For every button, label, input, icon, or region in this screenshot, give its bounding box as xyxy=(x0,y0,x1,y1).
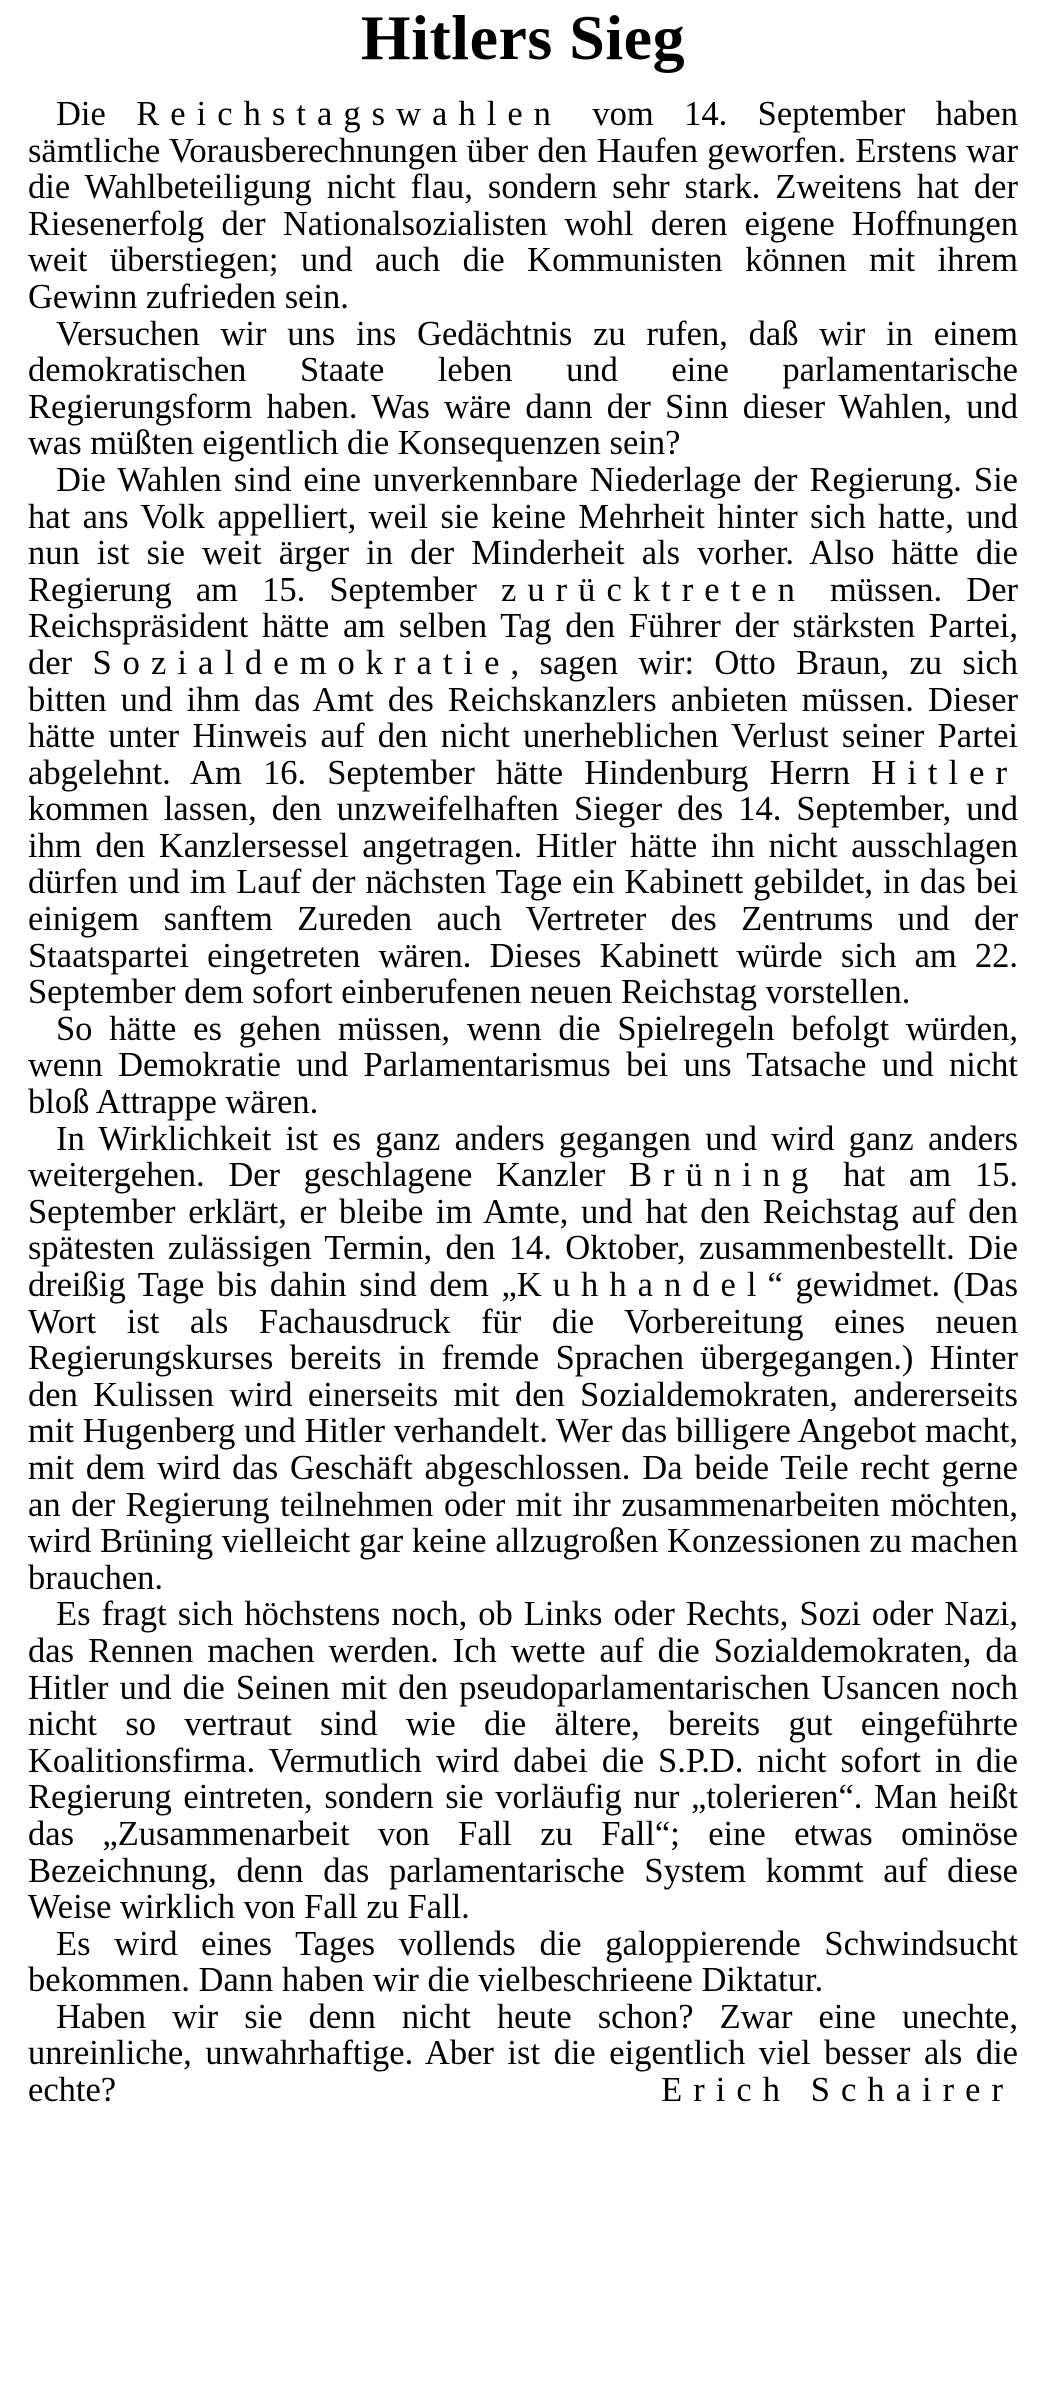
article-paragraph xyxy=(28,1596,1018,1925)
emphasized-text: Kuhhandel xyxy=(516,1266,768,1304)
paragraph-text: Es wird eines Tages vollends die galoppierende Schwindsucht bekommen. Dann haben wir die vielbeschrieene Diktatur. xyxy=(28,1924,1018,2000)
article-paragraph xyxy=(28,1121,1018,1597)
emphasized-text: Reichstagswahlen xyxy=(136,95,562,133)
paragraph-text: Die xyxy=(56,95,137,133)
paragraph-text: “ gewidmet. (Das Wort ist als Fachausdruck für die Vorbereitung eines neuen Regierungskurses bereits in fremde Sprachen übergegangen.) Hinter den Kulissen wird einerseits mit den Sozialdemokraten, andererseits mit Hugenberg und Hitler verhandelt. Wer das billigere Angebot macht, mit dem wird das Geschäft abgeschlossen. Da beide Teile recht gerne an der Regierung teilnehmen oder mit ihr zusammenarbeiten möchten, wird Brüning vielleicht gar keine allzugroßen Konzessionen zu machen brauchen. xyxy=(28,1266,1018,1597)
author-signature: Erich Schairer xyxy=(661,2071,1014,2110)
article-paragraph xyxy=(28,316,1018,462)
paragraph-text: Haben wir sie denn nicht heute schon? Zwar eine unechte, unreinliche, unwahrhaftige. Aber ist die eigentlich viel besser als die echte? xyxy=(28,1997,1018,2110)
paragraph-text: hat am 15. September erklärt, er bleibe im Amte, und hat den Reichstag auf den spätesten zulässigen Termin, den 14. Oktober, zusammenbestellt. Die dreißig Tage bis dahin sind dem „ xyxy=(28,1156,1019,1304)
article-paragraph xyxy=(28,96,1018,316)
article-paragraph xyxy=(28,1926,1018,1999)
emphasized-text: Brüning xyxy=(629,1156,820,1195)
emphasized-text: Hitler xyxy=(871,753,1018,792)
article-paragraph xyxy=(28,462,1018,1011)
paragraph-text: Versuchen wir uns ins Gedächtnis zu rufen, daß wir in einem demokratischen Staate leben und eine parlamentarische Regierungsform haben. Was wäre dann der Sinn dieser Wahlen, und was müßten eigentlich die Konsequenzen sein? xyxy=(28,314,1018,463)
paragraph-text: vom 14. September haben sämtliche Vorausberechnungen über den Haufen geworfen. Erstens war die Wahlbeteiligung nicht flau, sondern sehr stark. Zweitens hat der Riesenerfolg der Nationalsozialisten wohl deren eigene Hoffnungen weit überstiegen; und auch die Kommunisten können mit ihrem Gewinn zufrieden sein. xyxy=(28,95,1018,316)
paragraph-text: müssen. Der Reichspräsident hätte am selben Tag den Führer der stärksten Partei, der xyxy=(28,570,1018,682)
document-page xyxy=(28,0,1018,2109)
article-title: Hitlers Sieg xyxy=(360,2,686,73)
emphasized-text: zurücktreten xyxy=(501,570,806,609)
paragraph-text: Es fragt sich höchstens noch, ob Links oder Rechts, Sozi oder Nazi, das Rennen machen werden. Ich wette auf die Sozialdemokraten, da Hitler und die Seinen mit den pseudoparlamentarischen Usancen noch nicht so vertraut sind wie die ältere, bereits gut eingeführte Koalitionsfirma. Vermutlich wird dabei die S.P.D. nicht sofort in die Regierung eintreten, sondern sie vorläufig nur „tolerieren“. Man heißt das „Zusammenarbeit von Fall zu Fall“; eine etwas ominöse Bezeichnung, denn das parlamentarische System kommt auf diese Weise wirklich von Fall zu Fall. xyxy=(28,1595,1018,1927)
article-body xyxy=(28,96,1018,2109)
paragraph-text: kommen lassen, den unzweifelhaften Sieger des 14. September, und ihm den Kanzlersessel angetragen. Hitler hätte ihn nicht ausschlagen dürfen und im Lauf der nächsten Tage ein Kabinett gebildet, in das bei einigem sanftem Zureden auch Vertreter des Zentrums und der Staatspartei eingetreten wären. Dieses Kabinett würde sich am 22. September dem sofort einberufenen neuen Reichstag vorstellen. xyxy=(28,790,1018,1012)
paragraph-text: So hätte es gehen müssen, wenn die Spielregeln befolgt würden, wenn Demokratie und Parlamentarismus bei uns Tatsache und nicht bloß Attrappe wären. xyxy=(28,1009,1018,1122)
paragraph-text: , sagen wir: Otto Braun, zu sich bitten und ihm das Amt des Reichskanzlers anbieten müssen. Dieser hätte unter Hinweis auf den nicht unerheblichen Verlust seiner Partei abgelehnt. Am 16. September hätte Hindenburg Herrn xyxy=(28,643,1018,792)
paragraph-text: Die Wahlen sind eine unverkennbare Niederlage der Regierung. Sie hat ans Volk appelliert, weil sie keine Mehrheit hinter sich hatte, und nun ist sie weit ärger in der Minderheit als vorher. Also hätte die Regierung am 15. September xyxy=(28,460,1018,609)
paragraph-text: In Wirklichkeit ist es ganz anders gegangen und wird ganz anders weitergehen. Der geschlagene Kanzler xyxy=(28,1119,1018,1195)
article-paragraph xyxy=(28,1011,1018,1121)
emphasized-text: Sozialdemokratie xyxy=(92,643,511,682)
